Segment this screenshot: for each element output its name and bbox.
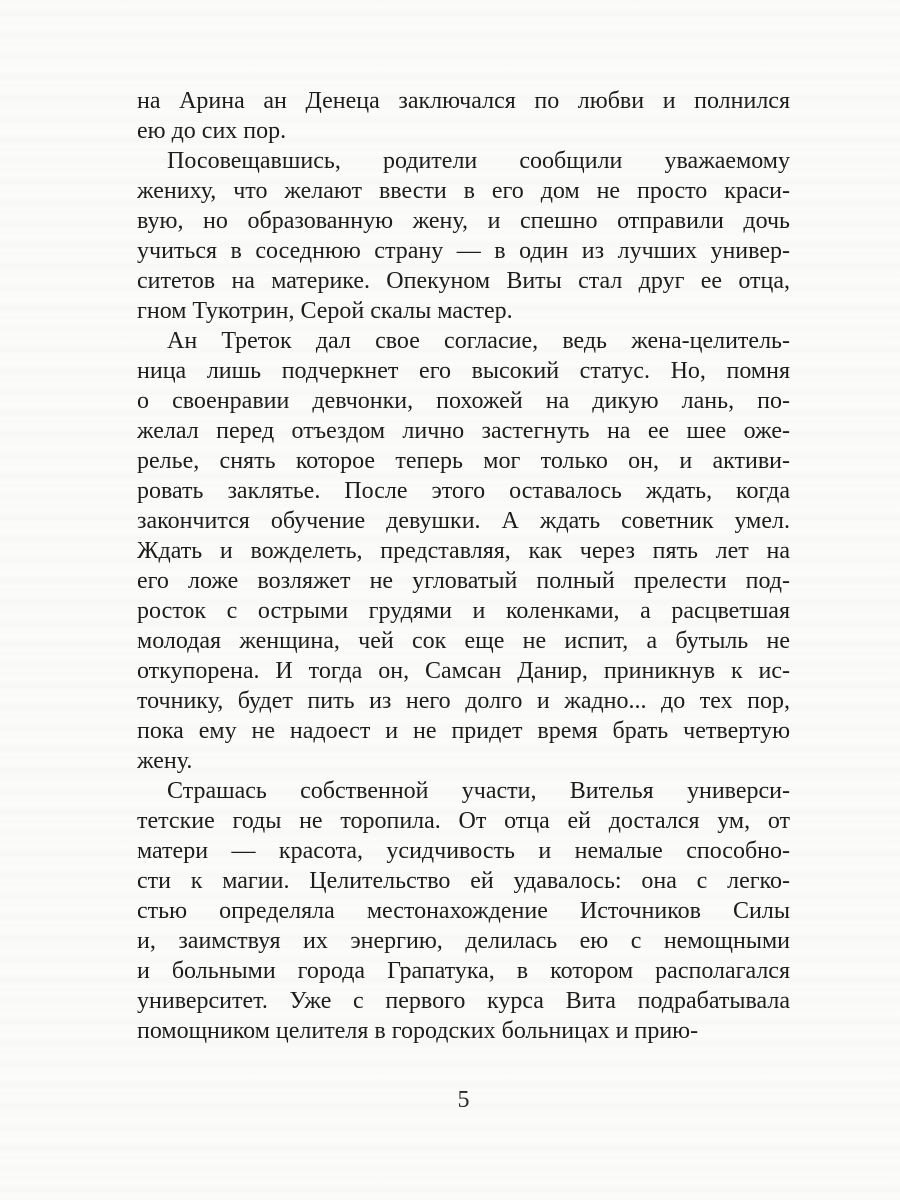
text-line: точнику, будет пить из него долго и жадно... до тех пор, <box>137 688 790 714</box>
text-line: и, заимствуя их энергию, делилась ею с немощными <box>137 928 790 954</box>
text-line: Ждать и вожделеть, представляя, как через пять лет на <box>137 538 790 564</box>
text-line: молодая женщина, чей сок еще не испит, а бутыль не <box>137 628 790 654</box>
text-line: о своенравии девчонки, похожей на дикую лань, по- <box>137 388 790 414</box>
text-line: Ан Треток дал свое согласие, ведь жена-целитель- <box>167 328 790 354</box>
text-line: ровать заклятье. После этого оставалось ждать, когда <box>137 478 790 504</box>
text-line: откупорена. И тогда он, Самсан Данир, приникнув к ис- <box>137 658 790 684</box>
text-line: ситетов на материке. Опекуном Виты стал друг ее отца, <box>137 268 790 294</box>
text-line: жениху, что желают ввести в его дом не просто краси- <box>137 178 790 204</box>
text-line: желал перед отъездом лично застегнуть на ее шее оже- <box>137 418 790 444</box>
text-line: релье, снять которое теперь мог только он, и активи- <box>137 448 790 474</box>
text-line: учиться в соседнюю страну — в один из лучших универ- <box>137 238 790 264</box>
text-line: стью определяла местонахождение Источников Силы <box>137 898 790 924</box>
text-line: гном Тукотрин, Серой скалы мастер. <box>137 298 513 324</box>
text-line: жену. <box>137 748 193 774</box>
text-line: на Арина ан Денеца заключался по любви и полнился <box>137 88 790 114</box>
text-line: матери — красота, усидчивость и немалые способно- <box>137 838 790 864</box>
page-text <box>137 86 790 1046</box>
text-line: сти к магии. Целительство ей удавалось: она с легко- <box>137 868 790 894</box>
text-line: и больными города Грапатука, в котором располагался <box>137 958 790 984</box>
text-line: пока ему не надоест и не придет время брать четвертую <box>137 718 790 744</box>
text-line: его ложе возляжет не угловатый полный прелести под- <box>137 568 790 594</box>
text-line: Страшась собственной участи, Вителья универси- <box>167 778 790 804</box>
page-number: 5 <box>457 1087 470 1113</box>
text-line: ею до сих пор. <box>137 118 287 144</box>
text-line: Посовещавшись, родители сообщили уважаемому <box>167 148 790 174</box>
text-line: помощником целителя в городских больницах и прию- <box>137 1018 699 1044</box>
text-line: тетские годы не торопила. От отца ей достался ум, от <box>137 808 790 834</box>
text-line: закончится обучение девушки. А ждать советник умел. <box>137 508 790 534</box>
text-line: университет. Уже с первого курса Вита подрабатывала <box>137 988 790 1014</box>
text-line: ница лишь подчеркнет его высокий статус. Но, помня <box>137 358 790 384</box>
text-line: росток с острыми грудями и коленками, а расцветшая <box>137 598 790 624</box>
text-line: вую, но образованную жену, и спешно отправили дочь <box>137 208 790 234</box>
